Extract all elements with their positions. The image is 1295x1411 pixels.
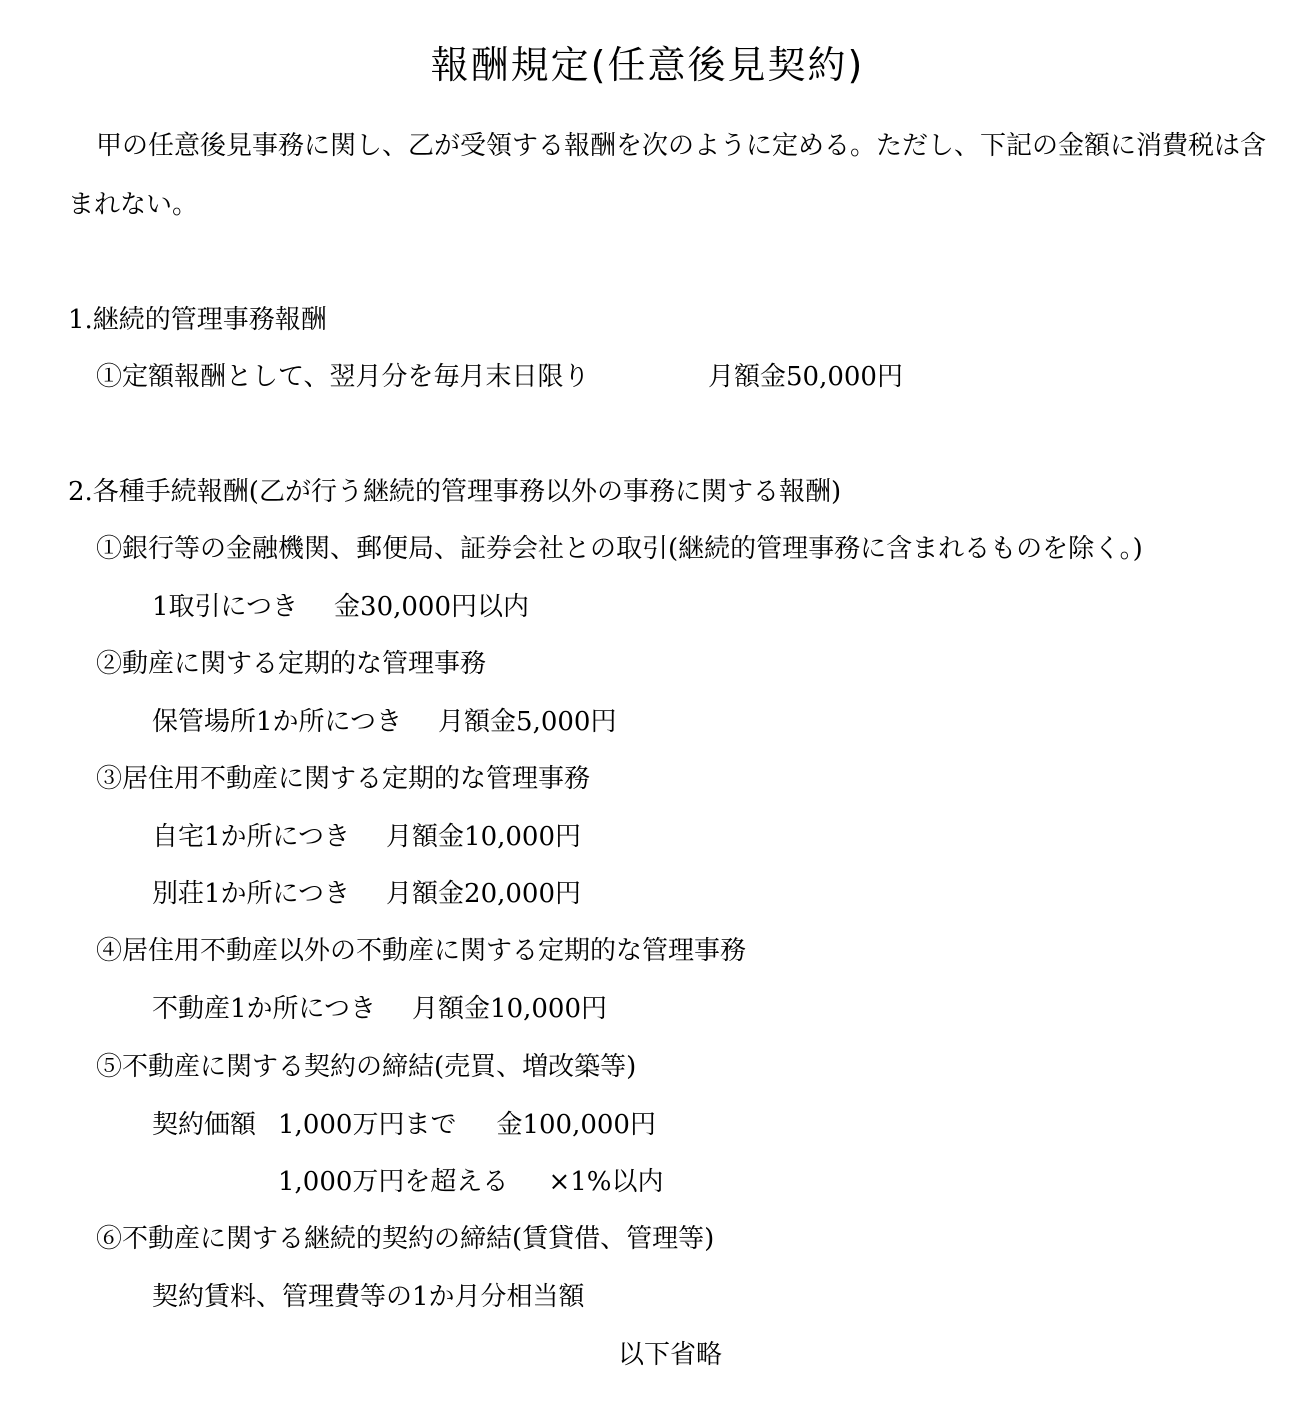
section-1-item-1 xyxy=(96,362,589,392)
detail-unit: 1取引につき xyxy=(152,592,299,622)
detail-amount: 月額金10,000円 xyxy=(386,822,582,852)
section-2-item-6-detail xyxy=(152,1282,585,1312)
detail-amount: 月額金10,000円 xyxy=(412,994,608,1024)
detail-unit: 自宅1か所につき xyxy=(152,822,351,852)
detail-prefix: 契約価額 xyxy=(152,1110,257,1140)
section-2-item-2-label: ②動産に関する定期的な管理事務 xyxy=(96,649,487,679)
intro-line-2: まれない。 xyxy=(68,190,199,220)
detail-amount: 金30,000円以内 xyxy=(334,592,530,622)
detail-unit: 契約賃料、管理費等の1か月分相当額 xyxy=(152,1282,585,1312)
section-2-item-6-label: ⑥不動産に関する継続的契約の締結(賃貸借、管理等) xyxy=(96,1224,715,1254)
section-2-item-5-detail-2 xyxy=(278,1167,663,1197)
detail-unit: 別荘1か所につき xyxy=(152,879,351,909)
detail-amount: 月額金5,000円 xyxy=(438,707,617,737)
section-2-item-3-detail-1 xyxy=(152,822,581,852)
section-2-item-1-label: ①銀行等の金融機関、郵便局、証券会社との取引(継続的管理事務に含まれるものを除く。) xyxy=(96,534,1143,564)
section-2-item-3-detail-2 xyxy=(152,879,581,909)
section-2-item-4-label: ④居住用不動産以外の不動産に関する定期的な管理事務 xyxy=(96,936,747,966)
intro-line-1: 甲の任意後見事務に関し、乙が受領する報酬を次のように定める。ただし、下記の金額に消費税は含 xyxy=(96,131,1267,161)
section-1-heading: 1.継続的管理事務報酬 xyxy=(68,305,327,335)
detail-unit: 不動産1か所につき xyxy=(152,994,377,1024)
detail-unit: 1,000万円まで xyxy=(278,1110,457,1140)
document-title: 報酬規定(任意後見契約) xyxy=(430,43,865,87)
section-2-item-5-detail-1 xyxy=(152,1110,656,1140)
item-label: ①定額報酬として、翌月分を毎月末日限り xyxy=(96,362,590,392)
section-2-item-5-label: ⑤不動産に関する契約の締結(売買、増改築等) xyxy=(96,1052,637,1082)
detail-unit: 保管場所1か所につき xyxy=(152,707,403,737)
section-2-item-1-detail xyxy=(152,592,529,622)
detail-amount: 月額金20,000円 xyxy=(386,879,582,909)
section-2-heading: 2.各種手続報酬(乙が行う継続的管理事務以外の事務に関する報酬) xyxy=(68,477,842,507)
section-1-item-1-amount: 月額金50,000円 xyxy=(708,362,903,392)
section-2-item-3-label: ③居住用不動産に関する定期的な管理事務 xyxy=(96,764,591,794)
omitted-note: 以下省略 xyxy=(618,1340,723,1370)
detail-amount: 金100,000円 xyxy=(496,1110,656,1140)
detail-unit: 1,000万円を超える xyxy=(278,1167,509,1197)
detail-amount: ×1%以内 xyxy=(548,1167,664,1197)
section-2-item-4-detail xyxy=(152,994,607,1024)
section-2-item-2-detail xyxy=(152,707,616,737)
